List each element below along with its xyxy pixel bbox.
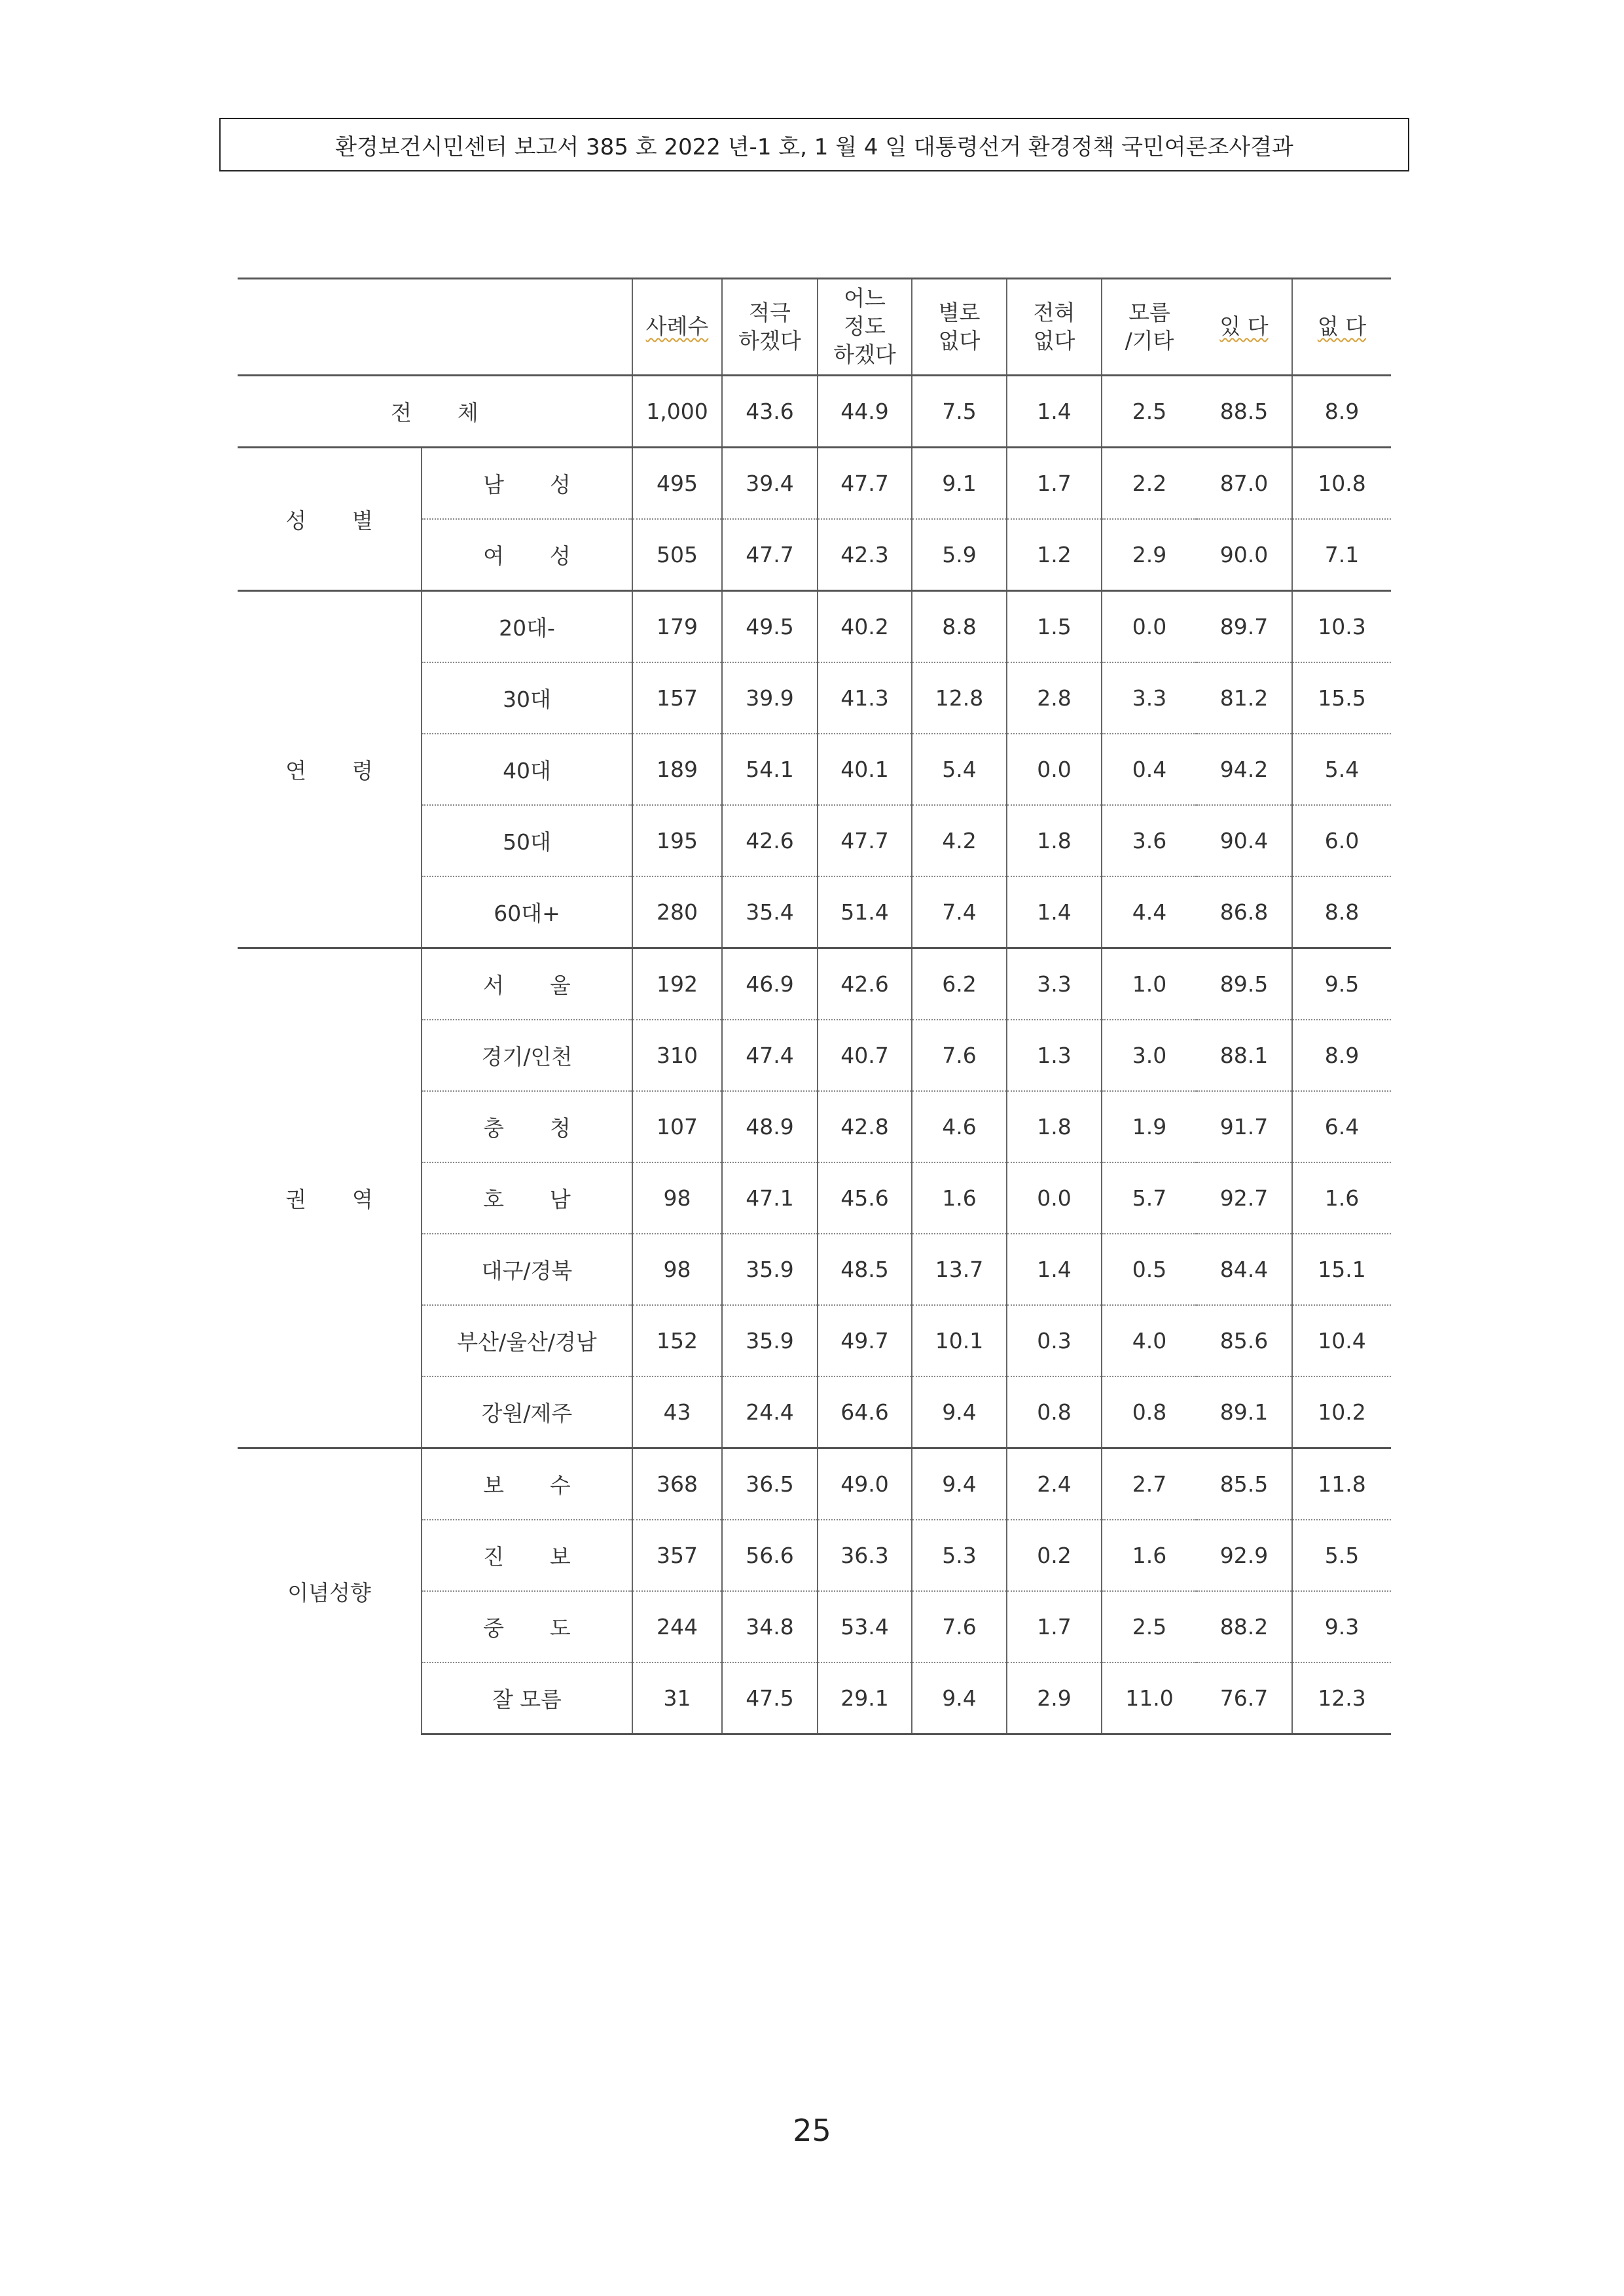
cell-c6: 89.1 <box>1197 1376 1292 1448</box>
cell-c1: 35.9 <box>722 1234 818 1305</box>
cell-c7: 10.2 <box>1292 1376 1391 1448</box>
cell-n: 31 <box>632 1662 722 1734</box>
col-header-c1: 적극 하겠다 <box>722 279 818 376</box>
row-label: 서 울 <box>422 948 632 1020</box>
cell-c7: 9.3 <box>1292 1591 1391 1662</box>
row-label: 보 수 <box>422 1448 632 1520</box>
cell-n: 43 <box>632 1376 722 1448</box>
row-label: 경기/인천 <box>422 1020 632 1091</box>
row-label: 잘 모름 <box>422 1662 632 1734</box>
cell-c1: 39.9 <box>722 662 818 734</box>
cell-c2: 40.1 <box>818 734 912 805</box>
row-label: 진 보 <box>422 1520 632 1591</box>
row-label: 충 청 <box>422 1091 632 1162</box>
cell-c4: 0.0 <box>1007 1162 1102 1234</box>
cell-c4: 0.2 <box>1007 1520 1102 1591</box>
cell-c1: 46.9 <box>722 948 818 1020</box>
cell-c3: 10.1 <box>912 1305 1007 1376</box>
cell-c1: 54.1 <box>722 734 818 805</box>
cell-c6: 86.8 <box>1197 876 1292 948</box>
cell-n: 1,000 <box>632 376 722 448</box>
cell-n: 98 <box>632 1234 722 1305</box>
cell-c2: 53.4 <box>818 1591 912 1662</box>
cell-c3: 7.6 <box>912 1020 1007 1091</box>
cell-n: 189 <box>632 734 722 805</box>
cell-c4: 1.7 <box>1007 1591 1102 1662</box>
cell-c5: 0.4 <box>1102 734 1197 805</box>
cell-n: 98 <box>632 1162 722 1234</box>
cell-c5: 0.0 <box>1102 591 1197 663</box>
cell-n: 195 <box>632 805 722 876</box>
cell-c5: 0.5 <box>1102 1234 1197 1305</box>
cell-c2: 40.2 <box>818 591 912 663</box>
report-header-title: 환경보건시민센터 보고서 385 호 2022 년-1 호, 1 월 4 일 대통령선거 환경정책 국민여론조사결과 <box>335 134 1293 160</box>
cell-c4: 1.4 <box>1007 1234 1102 1305</box>
page-number: 25 <box>793 2113 831 2148</box>
cell-c4: 1.3 <box>1007 1020 1102 1091</box>
cell-c3: 6.2 <box>912 948 1007 1020</box>
row-label: 50대 <box>422 805 632 876</box>
cell-c5: 3.3 <box>1102 662 1197 734</box>
cell-c7: 6.4 <box>1292 1091 1391 1162</box>
cell-c3: 13.7 <box>912 1234 1007 1305</box>
row-label: 대구/경북 <box>422 1234 632 1305</box>
cell-c3: 7.6 <box>912 1591 1007 1662</box>
cell-c6: 89.7 <box>1197 591 1292 663</box>
cell-c3: 4.2 <box>912 805 1007 876</box>
cell-c2: 45.6 <box>818 1162 912 1234</box>
cell-c1: 35.9 <box>722 1305 818 1376</box>
cell-c7: 10.8 <box>1292 448 1391 520</box>
row-label: 호 남 <box>422 1162 632 1234</box>
cell-c5: 1.6 <box>1102 1520 1197 1591</box>
cell-c5: 4.0 <box>1102 1305 1197 1376</box>
cell-c1: 49.5 <box>722 591 818 663</box>
cell-c5: 4.4 <box>1102 876 1197 948</box>
cell-c5: 1.0 <box>1102 948 1197 1020</box>
cell-c3: 5.9 <box>912 519 1007 591</box>
cell-c6: 90.4 <box>1197 805 1292 876</box>
row-label: 40대 <box>422 734 632 805</box>
cell-c4: 1.8 <box>1007 1091 1102 1162</box>
cell-c2: 40.7 <box>818 1020 912 1091</box>
cell-c2: 44.9 <box>818 376 912 448</box>
cell-n: 310 <box>632 1020 722 1091</box>
cell-c5: 2.5 <box>1102 1591 1197 1662</box>
table-row-total <box>238 376 1391 448</box>
cell-c3: 9.4 <box>912 1376 1007 1448</box>
col-header-c4: 전혀 없다 <box>1007 279 1102 376</box>
cell-c4: 1.2 <box>1007 519 1102 591</box>
row-label: 30대 <box>422 662 632 734</box>
cell-n: 152 <box>632 1305 722 1376</box>
cell-n: 505 <box>632 519 722 591</box>
table-row <box>238 591 1391 663</box>
col-header-c5: 모름 /기타 <box>1102 279 1197 376</box>
cell-c4: 0.3 <box>1007 1305 1102 1376</box>
cell-n: 495 <box>632 448 722 520</box>
cell-c6: 88.1 <box>1197 1020 1292 1091</box>
cell-c3: 12.8 <box>912 662 1007 734</box>
cell-c5: 2.9 <box>1102 519 1197 591</box>
group-label: 연 령 <box>238 591 422 948</box>
cell-n: 107 <box>632 1091 722 1162</box>
cell-c6: 92.9 <box>1197 1520 1292 1591</box>
row-label: 강원/제주 <box>422 1376 632 1448</box>
cell-c6: 85.6 <box>1197 1305 1292 1376</box>
cell-c4: 1.5 <box>1007 591 1102 663</box>
cell-n: 368 <box>632 1448 722 1520</box>
cell-c7: 10.3 <box>1292 591 1391 663</box>
cell-c7: 6.0 <box>1292 805 1391 876</box>
cell-c3: 4.6 <box>912 1091 1007 1162</box>
cell-c6: 92.7 <box>1197 1162 1292 1234</box>
cell-c5: 2.7 <box>1102 1448 1197 1520</box>
row-label: 남 성 <box>422 448 632 520</box>
cell-n: 244 <box>632 1591 722 1662</box>
cell-c5: 2.2 <box>1102 448 1197 520</box>
cell-c3: 1.6 <box>912 1162 1007 1234</box>
cell-c2: 49.0 <box>818 1448 912 1520</box>
cell-c7: 12.3 <box>1292 1662 1391 1734</box>
cell-c4: 1.4 <box>1007 876 1102 948</box>
cell-c6: 84.4 <box>1197 1234 1292 1305</box>
cell-c1: 35.4 <box>722 876 818 948</box>
cell-c1: 24.4 <box>722 1376 818 1448</box>
row-label: 20대- <box>422 591 632 663</box>
cell-c1: 47.7 <box>722 519 818 591</box>
col-header-c2: 어느 정도 하겠다 <box>818 279 912 376</box>
cell-c4: 1.4 <box>1007 376 1102 448</box>
cell-c6: 94.2 <box>1197 734 1292 805</box>
cell-c3: 7.4 <box>912 876 1007 948</box>
cell-c4: 0.8 <box>1007 1376 1102 1448</box>
cell-c5: 3.0 <box>1102 1020 1197 1091</box>
cell-c5: 5.7 <box>1102 1162 1197 1234</box>
cell-c1: 48.9 <box>722 1091 818 1162</box>
cell-c1: 39.4 <box>722 448 818 520</box>
group-label: 성 별 <box>238 448 422 591</box>
cell-c3: 5.4 <box>912 734 1007 805</box>
report-header <box>219 118 1409 171</box>
cell-c6: 85.5 <box>1197 1448 1292 1520</box>
table-row <box>238 948 1391 1020</box>
cell-c2: 42.6 <box>818 948 912 1020</box>
cell-c7: 1.6 <box>1292 1162 1391 1234</box>
table-row <box>238 448 1391 520</box>
cell-c5: 3.6 <box>1102 805 1197 876</box>
row-label-total: 전 체 <box>238 376 632 448</box>
row-label: 여 성 <box>422 519 632 591</box>
cell-c1: 34.8 <box>722 1591 818 1662</box>
cell-c1: 43.6 <box>722 376 818 448</box>
cell-c2: 42.8 <box>818 1091 912 1162</box>
cell-c7: 9.5 <box>1292 948 1391 1020</box>
cell-c5: 2.5 <box>1102 376 1197 448</box>
cell-c6: 88.5 <box>1197 376 1292 448</box>
group-label: 권 역 <box>238 948 422 1448</box>
cell-c4: 0.0 <box>1007 734 1102 805</box>
cell-c7: 15.1 <box>1292 1234 1391 1305</box>
cell-c2: 47.7 <box>818 448 912 520</box>
cell-c5: 1.9 <box>1102 1091 1197 1162</box>
cell-c2: 48.5 <box>818 1234 912 1305</box>
cell-c3: 7.5 <box>912 376 1007 448</box>
cell-c3: 9.4 <box>912 1448 1007 1520</box>
cell-n: 357 <box>632 1520 722 1591</box>
cell-c1: 42.6 <box>722 805 818 876</box>
cell-n: 157 <box>632 662 722 734</box>
cell-c7: 5.4 <box>1292 734 1391 805</box>
cell-c1: 47.4 <box>722 1020 818 1091</box>
cell-c1: 47.1 <box>722 1162 818 1234</box>
cell-c6: 88.2 <box>1197 1591 1292 1662</box>
cell-c6: 89.5 <box>1197 948 1292 1020</box>
cell-c2: 49.7 <box>818 1305 912 1376</box>
group-label: 이념성향 <box>238 1448 422 1734</box>
cell-c5: 11.0 <box>1102 1662 1197 1734</box>
row-label: 60대+ <box>422 876 632 948</box>
cell-c6: 87.0 <box>1197 448 1292 520</box>
cell-c4: 3.3 <box>1007 948 1102 1020</box>
cell-c2: 51.4 <box>818 876 912 948</box>
col-header-n: 사례수 <box>632 279 722 376</box>
cell-c5: 0.8 <box>1102 1376 1197 1448</box>
cell-c7: 8.9 <box>1292 1020 1391 1091</box>
cell-c3: 9.4 <box>912 1662 1007 1734</box>
cell-c4: 2.4 <box>1007 1448 1102 1520</box>
cell-c1: 47.5 <box>722 1662 818 1734</box>
header-corner <box>238 279 632 376</box>
cell-c7: 8.9 <box>1292 376 1391 448</box>
cell-c2: 41.3 <box>818 662 912 734</box>
cell-c2: 47.7 <box>818 805 912 876</box>
cell-c1: 36.5 <box>722 1448 818 1520</box>
row-label: 부산/울산/경남 <box>422 1305 632 1376</box>
table-row <box>238 1448 1391 1520</box>
cell-n: 192 <box>632 948 722 1020</box>
cell-c7: 11.8 <box>1292 1448 1391 1520</box>
col-header-c7: 없 다 <box>1292 279 1391 376</box>
cell-c7: 7.1 <box>1292 519 1391 591</box>
cell-c6: 90.0 <box>1197 519 1292 591</box>
cell-c6: 91.7 <box>1197 1091 1292 1162</box>
cell-c2: 29.1 <box>818 1662 912 1734</box>
cell-c2: 36.3 <box>818 1520 912 1591</box>
cell-c4: 1.7 <box>1007 448 1102 520</box>
cell-c4: 2.9 <box>1007 1662 1102 1734</box>
cell-n: 280 <box>632 876 722 948</box>
cell-c3: 5.3 <box>912 1520 1007 1591</box>
cell-c7: 15.5 <box>1292 662 1391 734</box>
cell-c7: 5.5 <box>1292 1520 1391 1591</box>
cell-c2: 42.3 <box>818 519 912 591</box>
cell-c3: 8.8 <box>912 591 1007 663</box>
col-header-c6: 있 다 <box>1197 279 1292 376</box>
survey-results-table <box>238 278 1391 1735</box>
row-label: 중 도 <box>422 1591 632 1662</box>
header-row <box>238 279 1391 376</box>
cell-c4: 2.8 <box>1007 662 1102 734</box>
cell-c6: 76.7 <box>1197 1662 1292 1734</box>
cell-c4: 1.8 <box>1007 805 1102 876</box>
cell-c2: 64.6 <box>818 1376 912 1448</box>
cell-c6: 81.2 <box>1197 662 1292 734</box>
cell-n: 179 <box>632 591 722 663</box>
cell-c1: 56.6 <box>722 1520 818 1591</box>
cell-c3: 9.1 <box>912 448 1007 520</box>
cell-c7: 10.4 <box>1292 1305 1391 1376</box>
cell-c7: 8.8 <box>1292 876 1391 948</box>
col-header-c3: 별로 없다 <box>912 279 1007 376</box>
